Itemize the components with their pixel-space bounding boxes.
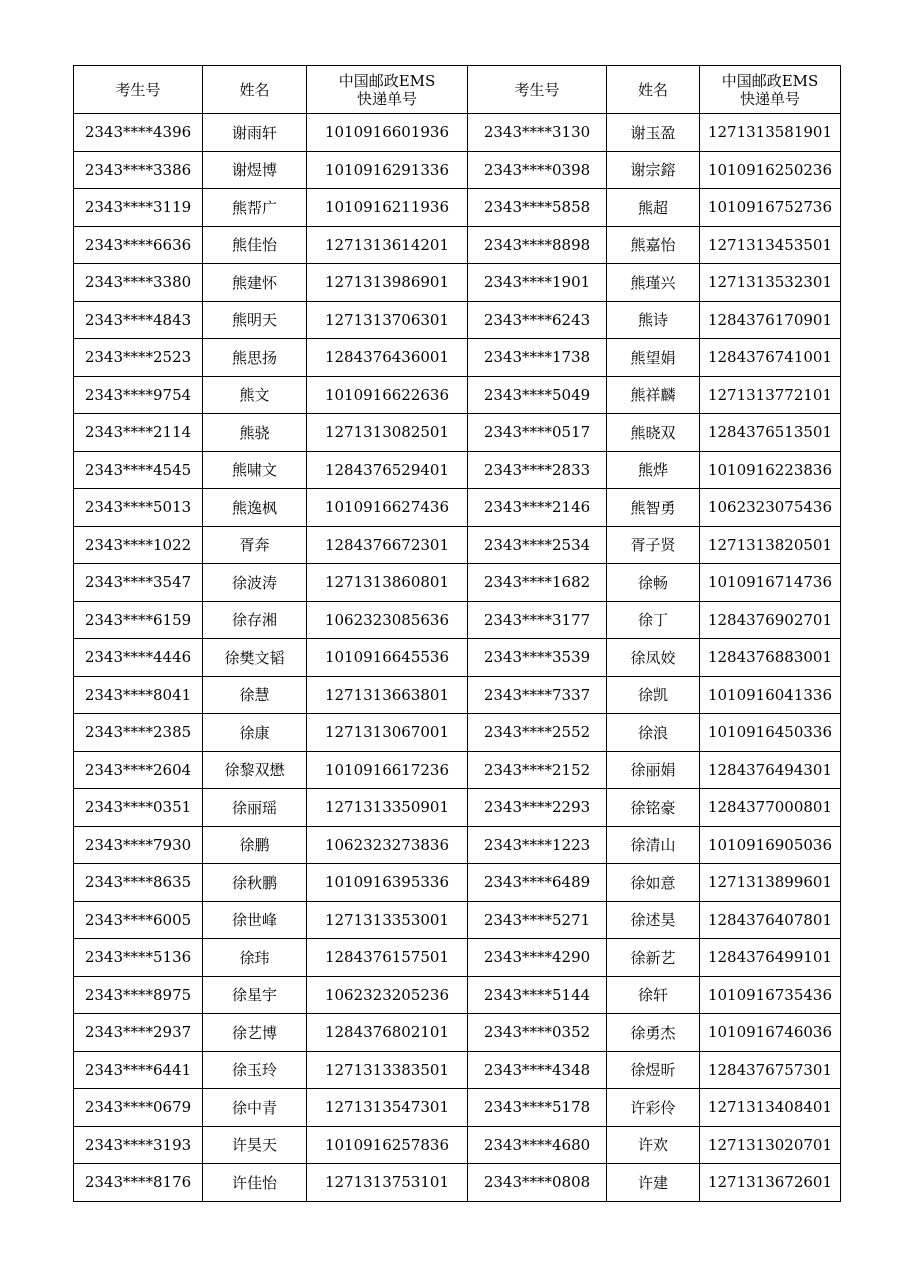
cell-name-right: 熊祥麟	[607, 376, 700, 414]
table-row	[74, 826, 841, 864]
cell-exam-id-right: 2343****0517	[468, 414, 607, 452]
cell-ems-number-left: 1010916617236	[307, 751, 468, 789]
cell-exam-id-right: 2343****1738	[468, 339, 607, 377]
cell-name-left: 徐存湘	[203, 601, 307, 639]
cell-exam-id-right: 2343****2833	[468, 451, 607, 489]
cell-exam-id-left: 2343****6005	[74, 901, 203, 939]
cell-ems-number-right: 1271313899601	[700, 864, 841, 902]
cell-name-right: 许建	[607, 1164, 700, 1202]
table-row	[74, 601, 841, 639]
cell-name-right: 谢宗鎔	[607, 151, 700, 189]
cell-exam-id-left: 2343****3547	[74, 564, 203, 602]
cell-ems-number-left: 1010916257836	[307, 1126, 468, 1164]
cell-exam-id-left: 2343****9754	[74, 376, 203, 414]
cell-exam-id-right: 2343****4680	[468, 1126, 607, 1164]
table-row	[74, 751, 841, 789]
cell-exam-id-left: 2343****2523	[74, 339, 203, 377]
table-row	[74, 526, 841, 564]
cell-exam-id-left: 2343****3386	[74, 151, 203, 189]
cell-name-left: 熊帮广	[203, 189, 307, 227]
table-row	[74, 976, 841, 1014]
cell-ems-number-left: 1271313614201	[307, 226, 468, 264]
cell-exam-id-left: 2343****5013	[74, 489, 203, 527]
cell-exam-id-left: 2343****8975	[74, 976, 203, 1014]
cell-exam-id-right: 2343****1901	[468, 264, 607, 302]
cell-exam-id-right: 2343****8898	[468, 226, 607, 264]
table-row	[74, 1051, 841, 1089]
header-ems-left	[307, 66, 468, 114]
cell-name-right: 徐丁	[607, 601, 700, 639]
table-row	[74, 376, 841, 414]
cell-ems-number-left: 1271313860801	[307, 564, 468, 602]
cell-ems-number-right: 1271313020701	[700, 1126, 841, 1164]
cell-exam-id-right: 2343****0808	[468, 1164, 607, 1202]
table-row	[74, 151, 841, 189]
table-row	[74, 226, 841, 264]
cell-name-left: 熊啸文	[203, 451, 307, 489]
table-row	[74, 939, 841, 977]
cell-exam-id-left: 2343****3380	[74, 264, 203, 302]
cell-ems-number-right: 1284376513501	[700, 414, 841, 452]
cell-exam-id-right: 2343****4348	[468, 1051, 607, 1089]
header-row	[74, 66, 841, 114]
cell-name-right: 熊望娟	[607, 339, 700, 377]
cell-name-right: 许彩伶	[607, 1089, 700, 1127]
cell-name-right: 许欢	[607, 1126, 700, 1164]
table-row	[74, 901, 841, 939]
header-exam-id-right: 考生号	[468, 66, 607, 114]
cell-name-right: 熊智勇	[607, 489, 700, 527]
header-exam-id-left: 考生号	[74, 66, 203, 114]
cell-exam-id-left: 2343****2385	[74, 714, 203, 752]
cell-ems-number-right: 1010916746036	[700, 1014, 841, 1052]
cell-ems-number-left: 1010916395336	[307, 864, 468, 902]
cell-name-left: 熊明天	[203, 301, 307, 339]
cell-name-left: 徐中青	[203, 1089, 307, 1127]
cell-name-left: 徐黎双懋	[203, 751, 307, 789]
cell-exam-id-left: 2343****8176	[74, 1164, 203, 1202]
cell-name-left: 熊建怀	[203, 264, 307, 302]
cell-exam-id-left: 2343****2114	[74, 414, 203, 452]
cell-name-left: 徐玮	[203, 939, 307, 977]
cell-name-right: 徐勇杰	[607, 1014, 700, 1052]
cell-exam-id-right: 2343****0352	[468, 1014, 607, 1052]
cell-name-left: 许佳怡	[203, 1164, 307, 1202]
cell-name-right: 徐述昊	[607, 901, 700, 939]
cell-exam-id-left: 2343****1022	[74, 526, 203, 564]
cell-exam-id-left: 2343****2604	[74, 751, 203, 789]
cell-ems-number-left: 1010916622636	[307, 376, 468, 414]
cell-ems-number-left: 1271313986901	[307, 264, 468, 302]
cell-exam-id-right: 2343****2152	[468, 751, 607, 789]
cell-ems-number-right: 1284376494301	[700, 751, 841, 789]
cell-exam-id-left: 2343****0351	[74, 789, 203, 827]
table-header	[74, 66, 841, 114]
table-row	[74, 639, 841, 677]
cell-exam-id-right: 2343****2534	[468, 526, 607, 564]
cell-ems-number-right: 1284376902701	[700, 601, 841, 639]
cell-name-right: 徐轩	[607, 976, 700, 1014]
cell-exam-id-left: 2343****3193	[74, 1126, 203, 1164]
cell-ems-number-left: 1284376672301	[307, 526, 468, 564]
table-row	[74, 414, 841, 452]
cell-exam-id-left: 2343****7930	[74, 826, 203, 864]
cell-exam-id-right: 2343****5049	[468, 376, 607, 414]
cell-ems-number-right: 1284376499101	[700, 939, 841, 977]
header-name-left: 姓名	[203, 66, 307, 114]
document-page	[73, 65, 840, 1202]
cell-name-left: 徐慧	[203, 676, 307, 714]
cell-ems-number-right: 1284376170901	[700, 301, 841, 339]
table-row	[74, 1014, 841, 1052]
header-ems-right	[700, 66, 841, 114]
table-row	[74, 451, 841, 489]
cell-exam-id-right: 2343****2552	[468, 714, 607, 752]
cell-exam-id-right: 2343****6489	[468, 864, 607, 902]
cell-ems-number-right: 1010916223836	[700, 451, 841, 489]
cell-ems-number-left: 1271313350901	[307, 789, 468, 827]
cell-ems-number-right: 1284376407801	[700, 901, 841, 939]
table-row	[74, 1126, 841, 1164]
table-row	[74, 114, 841, 152]
cell-ems-number-right: 1271313820501	[700, 526, 841, 564]
table-row	[74, 789, 841, 827]
cell-exam-id-left: 2343****4446	[74, 639, 203, 677]
table-row	[74, 864, 841, 902]
ems-tracking-table	[73, 65, 841, 1202]
table-row	[74, 676, 841, 714]
cell-ems-number-left: 1271313067001	[307, 714, 468, 752]
cell-name-right: 徐煜昕	[607, 1051, 700, 1089]
cell-name-left: 徐艺博	[203, 1014, 307, 1052]
header-ems-line2: 快递单号	[356, 89, 417, 108]
cell-ems-number-right: 1271313532301	[700, 264, 841, 302]
cell-ems-number-left: 1010916645536	[307, 639, 468, 677]
cell-ems-number-left: 1271313663801	[307, 676, 468, 714]
cell-name-right: 胥子贤	[607, 526, 700, 564]
cell-name-left: 谢煜博	[203, 151, 307, 189]
cell-name-left: 熊骁	[203, 414, 307, 452]
cell-name-left: 许昊天	[203, 1126, 307, 1164]
cell-ems-number-right: 1010916752736	[700, 189, 841, 227]
table-row	[74, 489, 841, 527]
cell-exam-id-left: 2343****4396	[74, 114, 203, 152]
cell-name-right: 徐新艺	[607, 939, 700, 977]
cell-name-left: 熊文	[203, 376, 307, 414]
cell-name-left: 徐星宇	[203, 976, 307, 1014]
cell-ems-number-left: 1010916601936	[307, 114, 468, 152]
table-row	[74, 301, 841, 339]
cell-ems-number-right: 1284376741001	[700, 339, 841, 377]
cell-name-left: 徐樊文韬	[203, 639, 307, 677]
cell-name-right: 徐凯	[607, 676, 700, 714]
table-row	[74, 564, 841, 602]
cell-exam-id-left: 2343****8635	[74, 864, 203, 902]
cell-exam-id-right: 2343****5178	[468, 1089, 607, 1127]
cell-ems-number-left: 1271313753101	[307, 1164, 468, 1202]
cell-name-right: 徐凤姣	[607, 639, 700, 677]
table-row	[74, 189, 841, 227]
table-row	[74, 714, 841, 752]
cell-name-right: 熊诗	[607, 301, 700, 339]
cell-ems-number-right: 1271313581901	[700, 114, 841, 152]
cell-ems-number-right: 1010916735436	[700, 976, 841, 1014]
cell-name-left: 徐世峰	[203, 901, 307, 939]
cell-name-right: 熊瑾兴	[607, 264, 700, 302]
cell-exam-id-right: 2343****6243	[468, 301, 607, 339]
cell-name-right: 熊嘉怡	[607, 226, 700, 264]
cell-ems-number-left: 1284376157501	[307, 939, 468, 977]
cell-name-right: 徐如意	[607, 864, 700, 902]
cell-name-right: 谢玉盈	[607, 114, 700, 152]
cell-ems-number-left: 1271313547301	[307, 1089, 468, 1127]
cell-name-left: 徐波涛	[203, 564, 307, 602]
cell-exam-id-right: 2343****0398	[468, 151, 607, 189]
cell-exam-id-right: 2343****1223	[468, 826, 607, 864]
cell-ems-number-right: 1284377000801	[700, 789, 841, 827]
cell-name-right: 徐畅	[607, 564, 700, 602]
cell-ems-number-left: 1284376802101	[307, 1014, 468, 1052]
cell-ems-number-left: 1284376436001	[307, 339, 468, 377]
header-ems-line1: 中国邮政EMS	[338, 71, 436, 90]
cell-name-left: 熊思扬	[203, 339, 307, 377]
cell-ems-number-right: 1271313408401	[700, 1089, 841, 1127]
cell-exam-id-right: 2343****5271	[468, 901, 607, 939]
cell-exam-id-right: 2343****2293	[468, 789, 607, 827]
cell-name-left: 徐丽瑶	[203, 789, 307, 827]
cell-ems-number-right: 1271313453501	[700, 226, 841, 264]
cell-name-right: 徐浪	[607, 714, 700, 752]
cell-exam-id-left: 2343****4545	[74, 451, 203, 489]
header-ems-line2: 快递单号	[739, 89, 800, 108]
cell-name-right: 徐丽娟	[607, 751, 700, 789]
cell-ems-number-right: 1010916041336	[700, 676, 841, 714]
cell-exam-id-right: 2343****5858	[468, 189, 607, 227]
cell-exam-id-left: 2343****2937	[74, 1014, 203, 1052]
cell-ems-number-left: 1062323085636	[307, 601, 468, 639]
cell-exam-id-left: 2343****4843	[74, 301, 203, 339]
cell-exam-id-left: 2343****6636	[74, 226, 203, 264]
cell-name-left: 徐玉玲	[203, 1051, 307, 1089]
table-row	[74, 264, 841, 302]
cell-name-left: 熊逸枫	[203, 489, 307, 527]
cell-exam-id-right: 2343****5144	[468, 976, 607, 1014]
cell-exam-id-right: 2343****7337	[468, 676, 607, 714]
cell-ems-number-left: 1010916291336	[307, 151, 468, 189]
table-row	[74, 1089, 841, 1127]
table-row	[74, 1164, 841, 1202]
cell-exam-id-left: 2343****0679	[74, 1089, 203, 1127]
cell-exam-id-right: 2343****4290	[468, 939, 607, 977]
cell-exam-id-right: 2343****2146	[468, 489, 607, 527]
cell-exam-id-left: 2343****8041	[74, 676, 203, 714]
cell-exam-id-left: 2343****6159	[74, 601, 203, 639]
cell-exam-id-right: 2343****3130	[468, 114, 607, 152]
cell-name-right: 徐清山	[607, 826, 700, 864]
cell-ems-number-right: 1010916450336	[700, 714, 841, 752]
cell-name-right: 徐铭豪	[607, 789, 700, 827]
cell-ems-number-left: 1010916211936	[307, 189, 468, 227]
cell-exam-id-left: 2343****3119	[74, 189, 203, 227]
cell-ems-number-left: 1271313706301	[307, 301, 468, 339]
cell-ems-number-right: 1010916714736	[700, 564, 841, 602]
cell-name-left: 徐康	[203, 714, 307, 752]
cell-exam-id-right: 2343****3539	[468, 639, 607, 677]
cell-ems-number-right: 1284376757301	[700, 1051, 841, 1089]
cell-exam-id-left: 2343****6441	[74, 1051, 203, 1089]
cell-ems-number-left: 1010916627436	[307, 489, 468, 527]
header-name-right: 姓名	[607, 66, 700, 114]
table-body	[74, 114, 841, 1202]
cell-name-left: 徐秋鹏	[203, 864, 307, 902]
table-row	[74, 339, 841, 377]
cell-name-left: 熊佳怡	[203, 226, 307, 264]
cell-ems-number-right: 1271313672601	[700, 1164, 841, 1202]
cell-name-right: 熊超	[607, 189, 700, 227]
cell-exam-id-left: 2343****5136	[74, 939, 203, 977]
cell-exam-id-right: 2343****1682	[468, 564, 607, 602]
cell-ems-number-left: 1284376529401	[307, 451, 468, 489]
cell-ems-number-left: 1271313383501	[307, 1051, 468, 1089]
cell-name-right: 熊晓双	[607, 414, 700, 452]
cell-ems-number-right: 1010916250236	[700, 151, 841, 189]
cell-ems-number-right: 1271313772101	[700, 376, 841, 414]
cell-name-left: 胥奔	[203, 526, 307, 564]
cell-ems-number-left: 1062323273836	[307, 826, 468, 864]
cell-name-right: 熊烨	[607, 451, 700, 489]
cell-ems-number-left: 1271313353001	[307, 901, 468, 939]
header-ems-line1: 中国邮政EMS	[721, 71, 819, 90]
cell-ems-number-right: 1010916905036	[700, 826, 841, 864]
cell-ems-number-right: 1284376883001	[700, 639, 841, 677]
cell-name-left: 徐鹏	[203, 826, 307, 864]
cell-exam-id-right: 2343****3177	[468, 601, 607, 639]
cell-ems-number-left: 1271313082501	[307, 414, 468, 452]
cell-name-left: 谢雨轩	[203, 114, 307, 152]
cell-ems-number-right: 1062323075436	[700, 489, 841, 527]
cell-ems-number-left: 1062323205236	[307, 976, 468, 1014]
